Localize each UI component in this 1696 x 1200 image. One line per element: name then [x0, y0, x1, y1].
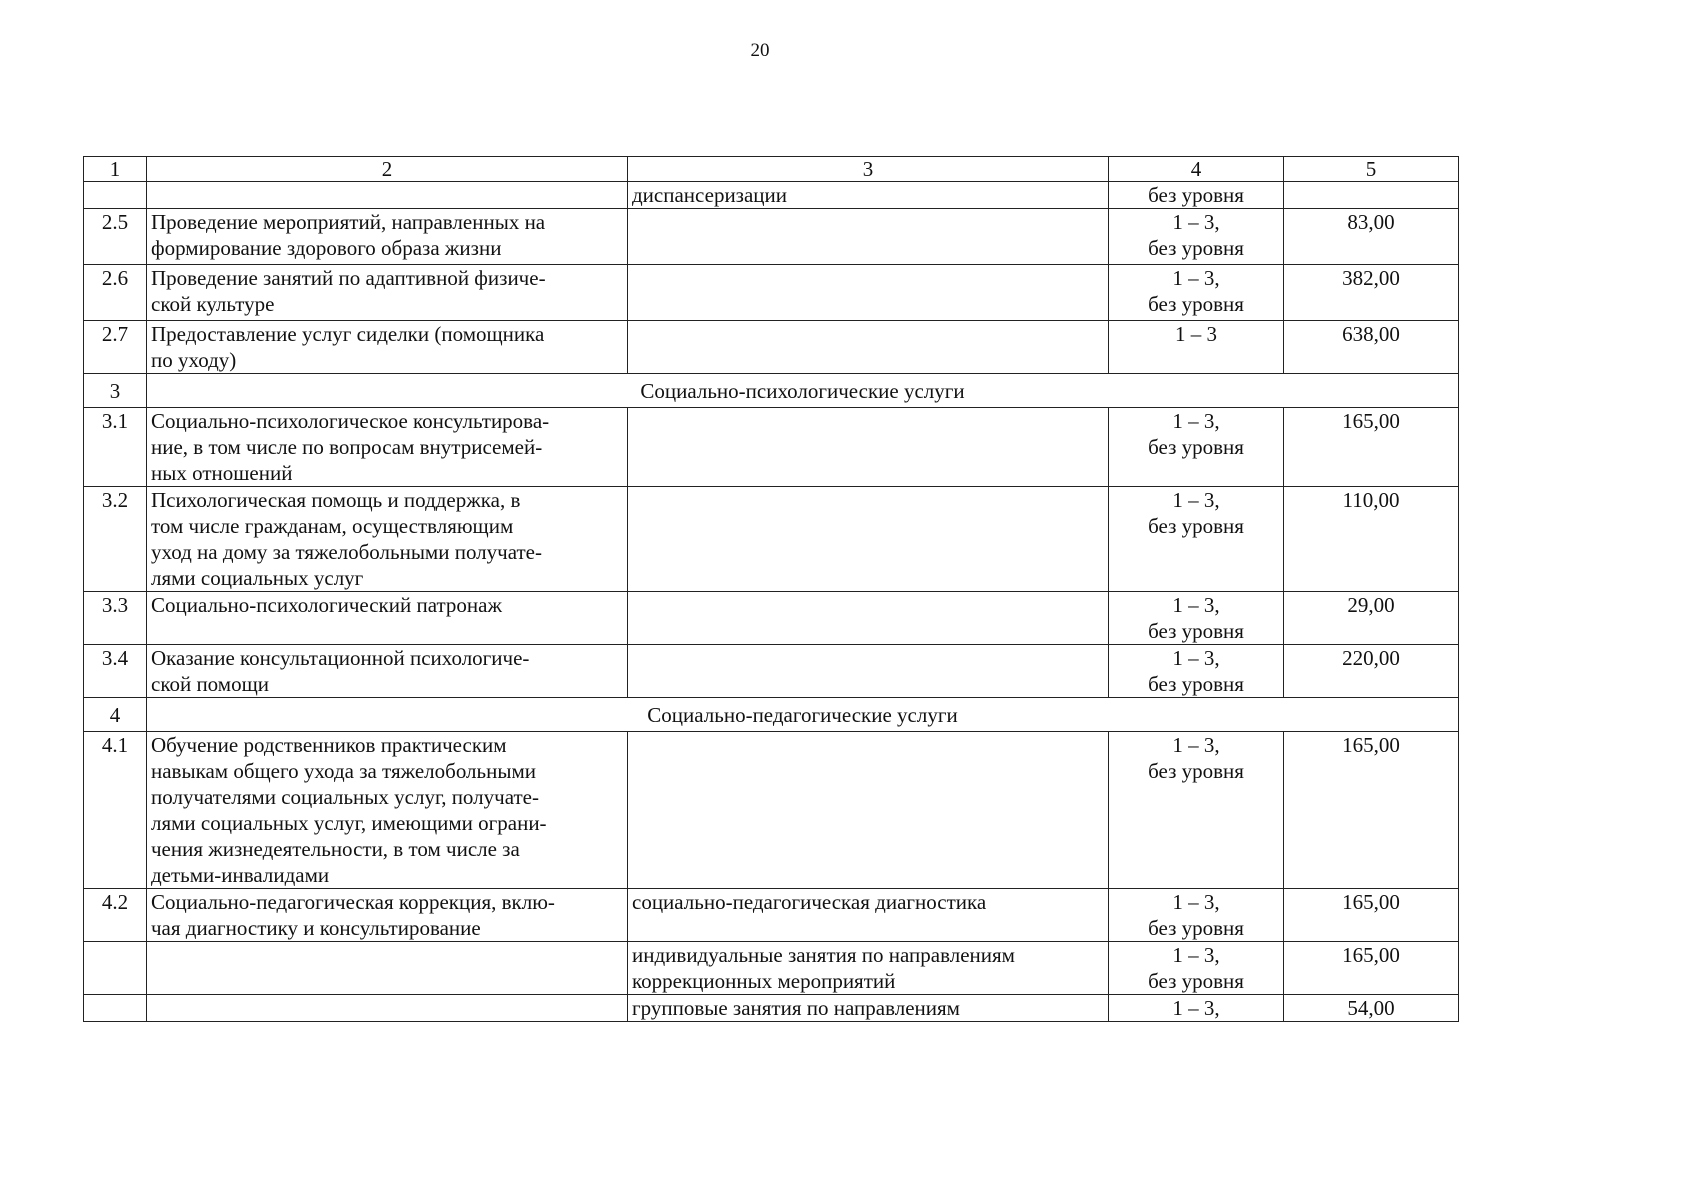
service-subtype-cell: [628, 645, 1109, 698]
table-row: [84, 209, 1459, 265]
price-cell: 638,00: [1284, 321, 1459, 374]
service-name-line: Проведение мероприятий, направленных на: [151, 210, 546, 234]
service-name-cell: [147, 321, 628, 374]
table-row: [84, 995, 1459, 1022]
need-level-line: без уровня: [1148, 672, 1244, 696]
services-table: [83, 156, 1459, 1022]
row-number: 3.3: [84, 592, 147, 645]
service-subtype-cell: [628, 487, 1109, 592]
need-level-cell: [1109, 645, 1284, 698]
row-number: 4.2: [84, 889, 147, 942]
service-name-line: получателями социальных услуг, получате-: [151, 785, 539, 809]
service-name-line: ской помощи: [151, 672, 269, 696]
header-col-4: 4: [1109, 157, 1284, 182]
service-subtype-line: социально-педагогическая диагностика: [632, 890, 987, 914]
need-level-line: без уровня: [1148, 236, 1244, 260]
service-name-cell: [147, 487, 628, 592]
table-row: [84, 645, 1459, 698]
need-level-cell: [1109, 592, 1284, 645]
price-cell: 83,00: [1284, 209, 1459, 265]
service-subtype-line: индивидуальные занятия по направлениям: [632, 943, 1015, 967]
row-number: [84, 942, 147, 995]
service-name-line: Предоставление услуг сиделки (помощника: [151, 322, 545, 346]
service-name-cell: [147, 889, 628, 942]
row-number: 2.5: [84, 209, 147, 265]
header-col-1: 1: [84, 157, 147, 182]
table-row: [84, 732, 1459, 889]
service-name-cell: [147, 592, 628, 645]
service-subtype-line: диспансеризации: [632, 183, 788, 207]
need-level-cell: [1109, 182, 1284, 209]
need-level-line: 1 – 3,: [1172, 210, 1220, 234]
section-number: 4: [84, 698, 147, 732]
need-level-line: 1 – 3,: [1172, 996, 1220, 1020]
service-name-line: лями социальных услуг: [151, 566, 364, 590]
service-name-line: Оказание консультационной психологиче-: [151, 646, 530, 670]
service-name-line: по уходу): [151, 348, 237, 372]
service-name-line: формирование здорового образа жизни: [151, 236, 502, 260]
service-name-line: ской культуре: [151, 292, 275, 316]
need-level-line: 1 – 3,: [1172, 943, 1220, 967]
price-cell: 165,00: [1284, 889, 1459, 942]
service-name-line: уход на дому за тяжелобольными получате-: [151, 540, 542, 564]
service-subtype-cell: [628, 209, 1109, 265]
service-name-cell: [147, 209, 628, 265]
table-row: [84, 592, 1459, 645]
service-name-cell: [147, 408, 628, 487]
service-name-cell: [147, 732, 628, 889]
need-level-line: 1 – 3,: [1172, 409, 1220, 433]
service-subtype-line: групповые занятия по направлениям: [632, 996, 960, 1020]
price-cell: 165,00: [1284, 942, 1459, 995]
price-cell: [1284, 182, 1459, 209]
header-col-2: 2: [147, 157, 628, 182]
table-row: [84, 889, 1459, 942]
table-row: [84, 487, 1459, 592]
table-row: [84, 265, 1459, 321]
service-name-line: Проведение занятий по адаптивной физиче-: [151, 266, 546, 290]
service-subtype-cell: [628, 321, 1109, 374]
service-name-line: том числе гражданам, осуществляющим: [151, 514, 514, 538]
row-number: 3.4: [84, 645, 147, 698]
need-level-line: 1 – 3,: [1172, 593, 1220, 617]
service-name-cell: [147, 645, 628, 698]
row-number: [84, 995, 147, 1022]
service-name-line: Психологическая помощь и поддержка, в: [151, 488, 521, 512]
need-level-line: 1 – 3,: [1172, 733, 1220, 757]
price-cell: 165,00: [1284, 408, 1459, 487]
service-name-cell: [147, 995, 628, 1022]
service-subtype-cell: [628, 995, 1109, 1022]
need-level-line: без уровня: [1148, 759, 1244, 783]
service-name-line: Социально-психологический патронаж: [151, 593, 503, 617]
service-name-line: Обучение родственников практическим: [151, 733, 507, 757]
need-level-cell: [1109, 408, 1284, 487]
need-level-line: 1 – 3,: [1172, 266, 1220, 290]
service-subtype-cell: [628, 265, 1109, 321]
service-name-line: Социально-педагогическая коррекция, вклю-: [151, 890, 555, 914]
row-number: [84, 182, 147, 209]
row-number: 2.6: [84, 265, 147, 321]
need-level-cell: [1109, 995, 1284, 1022]
table-row: [84, 321, 1459, 374]
service-subtype-cell: [628, 942, 1109, 995]
price-cell: 54,00: [1284, 995, 1459, 1022]
table-row: [84, 942, 1459, 995]
need-level-line: 1 – 3,: [1172, 890, 1220, 914]
need-level-line: без уровня: [1148, 183, 1244, 207]
section-row: [84, 698, 1459, 732]
row-number: 4.1: [84, 732, 147, 889]
section-title: Социально-психологические услуги: [147, 374, 1459, 408]
need-level-line: без уровня: [1148, 916, 1244, 940]
service-name-cell: [147, 942, 628, 995]
service-name-cell: [147, 265, 628, 321]
need-level-line: без уровня: [1148, 619, 1244, 643]
need-level-line: 1 – 3,: [1172, 488, 1220, 512]
section-number: 3: [84, 374, 147, 408]
price-cell: 165,00: [1284, 732, 1459, 889]
need-level-cell: [1109, 732, 1284, 889]
service-subtype-cell: [628, 889, 1109, 942]
price-cell: 220,00: [1284, 645, 1459, 698]
need-level-line: без уровня: [1148, 292, 1244, 316]
service-subtype-cell: [628, 732, 1109, 889]
service-subtype-cell: [628, 408, 1109, 487]
need-level-cell: [1109, 889, 1284, 942]
page-number: 20: [750, 40, 770, 61]
service-name-line: ных отношений: [151, 461, 293, 485]
need-level-line: 1 – 3: [1175, 322, 1217, 346]
table-header-row: [84, 157, 1459, 182]
service-name-line: лями социальных услуг, имеющими ограни-: [151, 811, 547, 835]
need-level-cell: [1109, 209, 1284, 265]
service-subtype-cell: [628, 592, 1109, 645]
need-level-cell: [1109, 942, 1284, 995]
service-name-line: Социально-психологическое консультирова-: [151, 409, 550, 433]
header-col-3: 3: [628, 157, 1109, 182]
section-row: [84, 374, 1459, 408]
header-col-5: 5: [1284, 157, 1459, 182]
section-title: Социально-педагогические услуги: [147, 698, 1459, 732]
service-name-line: навыкам общего ухода за тяжелобольными: [151, 759, 536, 783]
service-name-line: чая диагностику и консультирование: [151, 916, 481, 940]
price-cell: 110,00: [1284, 487, 1459, 592]
need-level-line: 1 – 3,: [1172, 646, 1220, 670]
table-row: [84, 408, 1459, 487]
need-level-line: без уровня: [1148, 969, 1244, 993]
need-level-cell: [1109, 265, 1284, 321]
row-number: 2.7: [84, 321, 147, 374]
table-row: [84, 182, 1459, 209]
service-name-line: чения жизнедеятельности, в том числе за: [151, 837, 520, 861]
price-cell: 382,00: [1284, 265, 1459, 321]
service-name-line: детьми-инвалидами: [151, 863, 330, 887]
price-cell: 29,00: [1284, 592, 1459, 645]
row-number: 3.1: [84, 408, 147, 487]
need-level-cell: [1109, 321, 1284, 374]
service-subtype-cell: [628, 182, 1109, 209]
service-name-line: ние, в том числе по вопросам внутрисемей-: [151, 435, 543, 459]
service-subtype-line: коррекционных мероприятий: [632, 969, 896, 993]
need-level-line: без уровня: [1148, 514, 1244, 538]
row-number: 3.2: [84, 487, 147, 592]
service-name-cell: [147, 182, 628, 209]
need-level-line: без уровня: [1148, 435, 1244, 459]
need-level-cell: [1109, 487, 1284, 592]
